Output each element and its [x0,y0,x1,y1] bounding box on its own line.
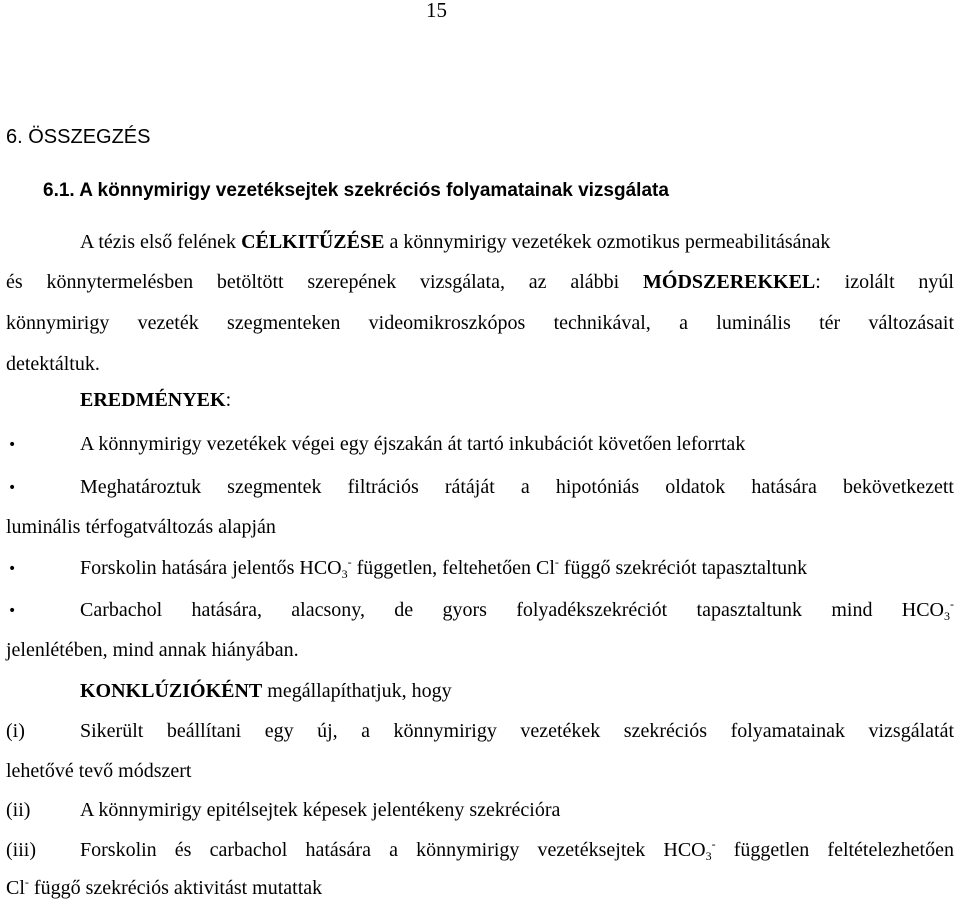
conclusion-label-ii: (ii) [6,799,31,821]
subsection-heading: 6.1. A könnymirigy vezetéksejtek szekréciós folyamatainak vizsgálata [43,180,669,201]
result-item-4-line-1 [80,599,954,622]
superscript: - [24,875,29,889]
result-text: Carbachol hatására, alacsony, de gyors folyadékszekréciót tapasztaltunk mind HCO [80,599,944,621]
conclusion-text: függő szekréciós aktivitást mutattak [28,877,323,899]
results-heading [80,389,231,412]
subscript: 3 [944,609,950,623]
intro-text: : izolált nyúl [815,271,954,293]
conclusion-label-iii: (iii) [6,839,36,861]
intro-line-2 [6,271,954,294]
intro-line-3: könnymirigy vezeték szegmenteken videomikroszkópos technikával, a luminális tér változásait [6,312,954,334]
bullet-icon: • [8,480,17,496]
superscript: - [554,555,559,569]
goal-keyword: CÉLKITŰZÉSE [241,231,385,253]
conclusion-text: Cl [6,877,25,899]
result-text: független, feltehetően Cl [351,557,555,579]
intro-text: A tézis első felének [80,231,242,253]
conclusion-label-i: (i) [6,720,25,742]
conclusion-text: megállapíthatjuk, hogy [262,680,452,702]
conclusion-item-3-line-2 [6,877,322,900]
result-item-2-line-2: luminális térfogatváltozás alapján [6,516,276,538]
subscript: 3 [705,849,712,863]
bullet-icon: • [8,437,17,453]
section-heading: 6. ÖSSZEGZÉS [6,126,151,148]
result-item-3 [80,557,807,580]
intro-text: a könnymirigy vezetékek ozmotikus permeabilitásának [384,231,831,253]
conclusion-text: Forskolin és carbachol hatására a könnymirigy vezetéksejtek HCO [80,839,706,861]
conclusion-text: független feltételezhetően [715,839,954,861]
intro-line-4: detektáltuk. [6,353,100,375]
results-colon: : [225,389,232,411]
superscript: - [711,837,716,851]
results-keyword: EREDMÉNYEK [80,389,226,411]
conclusion-heading [80,680,452,703]
result-text: Forskolin hatására jelentős HCO [80,557,342,579]
subscript: 3 [341,567,348,581]
page-number: 15 [426,0,447,22]
result-text: függő szekréciót tapasztaltunk [558,557,808,579]
methods-keyword: MÓDSZEREKKEL [643,271,816,293]
result-item-4-line-2: jelenlétében, mind annak hiányában. [6,639,299,661]
conclusion-item-3-line-1 [80,839,954,862]
result-item-1: A könnymirigy vezetékek végei egy éjszakán át tartó inkubációt követően leforrtak [80,433,746,455]
conclusion-item-2: A könnymirigy epitélsejtek képesek jelentékeny szekrécióra [80,799,561,821]
superscript: - [347,555,352,569]
bullet-icon: • [8,561,17,577]
bullet-icon: • [8,603,17,619]
intro-line-1 [80,231,830,254]
result-item-2-line-1: Meghatároztuk szegmentek filtrációs rátáját a hipotóniás oldatok hatására bekövetkezett [80,476,954,498]
conclusion-item-1-line-1: Sikerült beállítani egy új, a könnymirigy vezetékek szekréciós folyamatainak vizsgálatát [80,720,954,742]
intro-text: és könnytermelésben betöltött szerepének vizsgálata, az alábbi [6,271,644,293]
superscript: - [950,597,954,611]
conclusion-item-1-line-2: lehetővé tevő módszert [6,760,192,782]
conclusion-keyword: KONKLÚZIÓKÉNT [80,680,263,702]
